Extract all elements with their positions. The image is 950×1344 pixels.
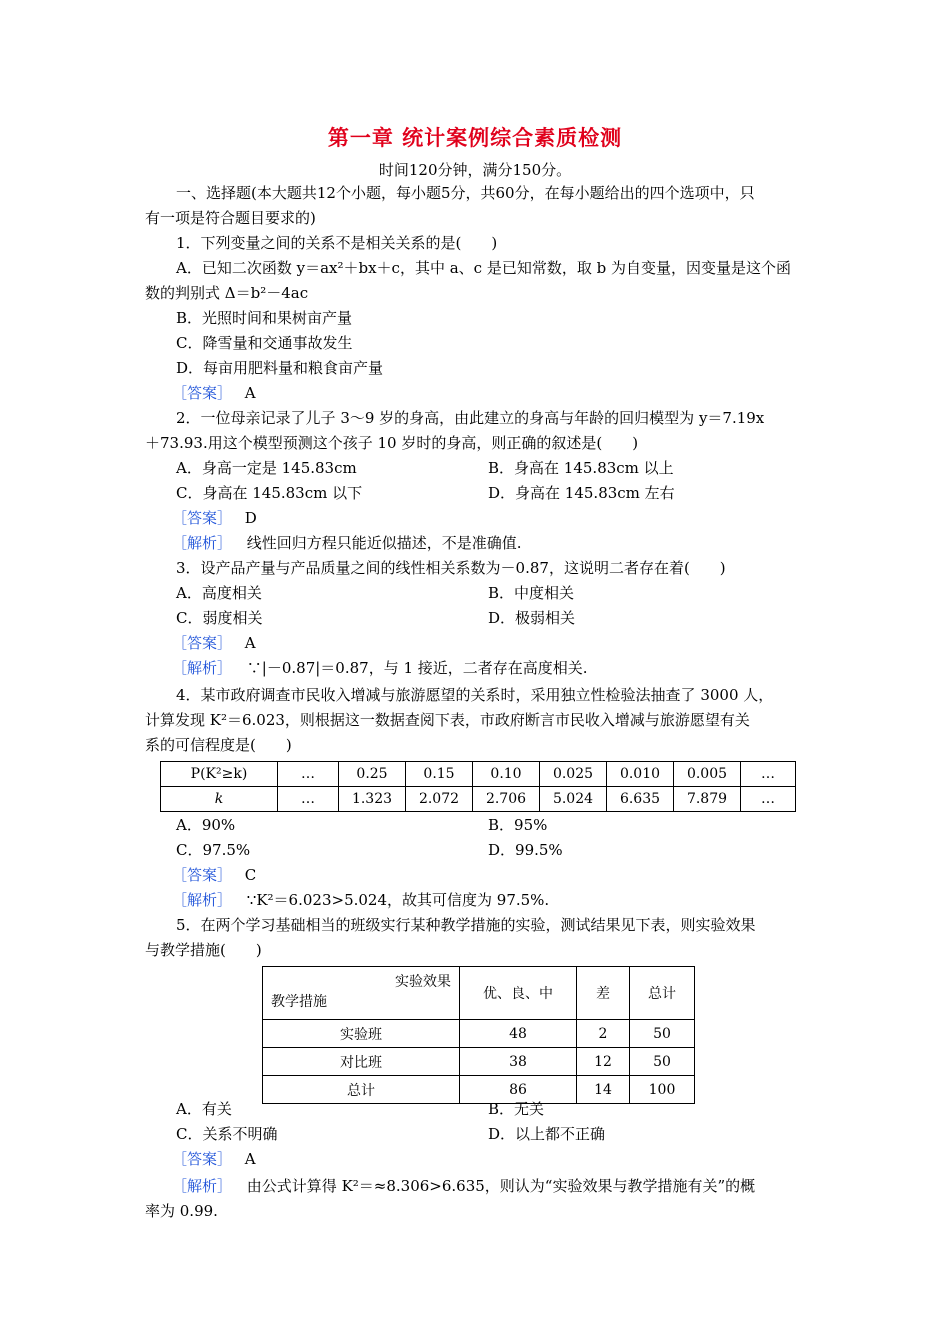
q3-analysis-text: ∵|－0.87|＝0.87，与 1 接近，二者存在高度相关. — [246, 659, 588, 677]
table-cell: 0.025 — [540, 762, 607, 787]
table-cell: 50 — [630, 1020, 695, 1048]
q4-analysis — [172, 890, 549, 910]
q4-answer — [172, 865, 256, 885]
q5-answer — [172, 1149, 256, 1169]
q4-option-c: C．97.5% — [176, 841, 251, 859]
q5-stem-line2: 与教学措施( ) — [145, 941, 262, 959]
table-header: 总计 — [630, 967, 695, 1020]
q3-option-b: B．中度相关 — [488, 584, 575, 602]
table-cell: 7.879 — [674, 787, 741, 812]
q3-stem: 3．设产品产量与产品质量之间的线性相关系数为－0.87，这说明二者存在着( ) — [176, 559, 726, 577]
analysis-label: ［解析］ — [172, 659, 233, 677]
q4-stem-line1: 4．某市政府调查市民收入增减与旅游愿望的关系时，采用独立性检验法抽查了 3000 人， — [176, 686, 774, 704]
q5-analysis-line2: 率为 0.99. — [145, 1202, 218, 1220]
q5-analysis-line1 — [172, 1176, 755, 1196]
table-cell: 14 — [577, 1076, 630, 1104]
q2-stem-line1: 2．一位母亲记录了儿子 3～9 岁的身高，由此建立的身高与年龄的回归模型为 y＝7.19x — [176, 409, 765, 427]
q5-option-a: A．有关 — [176, 1100, 232, 1118]
table-cell: 2.072 — [406, 787, 473, 812]
q5-option-b: B．无关 — [488, 1100, 545, 1118]
table-row — [161, 787, 796, 812]
table-cell: 对比班 — [263, 1048, 460, 1076]
q2-option-d: D．身高在 145.83cm 左右 — [488, 484, 675, 502]
table-cell: 100 — [630, 1076, 695, 1104]
q4-answer-value: C — [244, 866, 257, 884]
table-cell: 50 — [630, 1048, 695, 1076]
q2-option-b: B．身高在 145.83cm 以上 — [488, 459, 674, 477]
answer-label: ［答案］ — [172, 634, 233, 652]
q1-option-a-line1: A．已知二次函数 y＝ax²＋bx＋c，其中 a、c 是已知常数，取 b 为自变量，因变量是这个函 — [176, 259, 791, 277]
table-cell: k — [161, 787, 278, 812]
answer-label: ［答案］ — [172, 1150, 233, 1168]
q3-analysis — [172, 658, 588, 678]
answer-label: ［答案］ — [172, 866, 233, 884]
q4-option-d: D．99.5% — [488, 841, 563, 859]
experiment-table — [262, 966, 695, 1104]
table-row — [263, 1048, 695, 1076]
q2-option-a: A．身高一定是 145.83cm — [176, 459, 357, 477]
q1-option-b: B．光照时间和果树亩产量 — [176, 309, 353, 327]
q1-option-a-line2: 数的判别式 Δ＝b²－4ac — [145, 284, 309, 302]
q5-analysis-text: 由公式计算得 K²＝≈8.306>6.635，则认为“实验效果与教学措施有关”的概 — [246, 1177, 756, 1195]
table-cell: … — [278, 787, 339, 812]
table-header: 差 — [577, 967, 630, 1020]
answer-label: ［答案］ — [172, 509, 233, 527]
critical-value-table — [160, 761, 796, 812]
table-cell: 1.323 — [339, 787, 406, 812]
table-row — [161, 762, 796, 787]
q3-answer-value: A — [244, 634, 256, 652]
table-row — [263, 1076, 695, 1104]
table-cell: 12 — [577, 1048, 630, 1076]
table-cell: 0.005 — [674, 762, 741, 787]
q1-answer — [172, 383, 256, 403]
corner-bottom-label: 教学措施 — [271, 994, 327, 1010]
q2-analysis — [172, 533, 522, 553]
table-cell: P(K²≥k) — [161, 762, 278, 787]
analysis-label: ［解析］ — [172, 891, 233, 909]
answer-label: ［答案］ — [172, 384, 233, 402]
table-cell: … — [741, 787, 796, 812]
table-cell: 5.024 — [540, 787, 607, 812]
q4-option-b: B．95% — [488, 816, 548, 834]
table-cell: 实验班 — [263, 1020, 460, 1048]
q1-option-c: C．降雪量和交通事故发生 — [176, 334, 353, 352]
q2-stem-line2: ＋73.93.用这个模型预测这个孩子 10 岁时的身高，则正确的叙述是( ) — [145, 434, 639, 452]
q2-answer — [172, 508, 257, 528]
table-cell: 0.10 — [473, 762, 540, 787]
table-cell: … — [741, 762, 796, 787]
table-cell: 2.706 — [473, 787, 540, 812]
q3-option-d: D．极弱相关 — [488, 609, 576, 627]
table-cell: 0.010 — [607, 762, 674, 787]
section-intro-line1: 一、选择题(本大题共12个小题，每小题5分，共60分，在每小题给出的四个选项中，只 — [176, 184, 755, 202]
corner-top-label: 实验效果 — [395, 974, 451, 990]
table-cell: 0.15 — [406, 762, 473, 787]
table-cell: … — [278, 762, 339, 787]
q5-stem-line1: 5．在两个学习基础相当的班级实行某种教学措施的实验，测试结果见下表，则实验效果 — [176, 916, 756, 934]
q1-answer-value: A — [244, 384, 256, 402]
q3-option-c: C．弱度相关 — [176, 609, 263, 627]
q4-analysis-text: ∵K²＝6.023>5.024，故其可信度为 97.5%. — [246, 891, 550, 909]
q3-answer — [172, 633, 256, 653]
q1-stem: 1．下列变量之间的关系不是相关关系的是( ) — [176, 234, 498, 252]
section-intro-line2: 有一项是符合题目要求的) — [145, 209, 316, 227]
q4-stem-line2: 计算发现 K²＝6.023，则根据这一数据查阅下表，市政府断言市民收入增减与旅游愿望有关 — [145, 711, 750, 729]
q2-option-c: C．身高在 145.83cm 以下 — [176, 484, 363, 502]
q2-analysis-text: 线性回归方程只能近似描述，不是准确值. — [246, 534, 522, 552]
q5-option-c: C．关系不明确 — [176, 1125, 278, 1143]
q1-option-d: D．每亩用肥料量和粮食亩产量 — [176, 359, 384, 377]
analysis-label: ［解析］ — [172, 1177, 233, 1195]
table-cell: 6.635 — [607, 787, 674, 812]
analysis-label: ［解析］ — [172, 534, 233, 552]
page-title: 第一章 统计案例综合素质检测 — [327, 125, 623, 150]
table-cell: 38 — [460, 1048, 577, 1076]
table-cell: 2 — [577, 1020, 630, 1048]
q2-answer-value: D — [244, 509, 257, 527]
q5-answer-value: A — [244, 1150, 256, 1168]
table-cell: 48 — [460, 1020, 577, 1048]
table-cell: 0.25 — [339, 762, 406, 787]
table-header-row — [263, 967, 695, 1020]
table-cell: 86 — [460, 1076, 577, 1104]
q5-option-d: D．以上都不正确 — [488, 1125, 606, 1143]
table-row — [263, 1020, 695, 1048]
table-header: 优、良、中 — [460, 967, 577, 1020]
q4-option-a: A．90% — [176, 816, 236, 834]
page-subtitle: 时间120分钟，满分150分。 — [378, 161, 572, 179]
table-cell: 总计 — [263, 1076, 460, 1104]
table-corner-cell — [263, 967, 460, 1020]
q4-stem-line3: 系的可信程度是( ) — [145, 736, 292, 754]
q3-option-a: A．高度相关 — [176, 584, 262, 602]
